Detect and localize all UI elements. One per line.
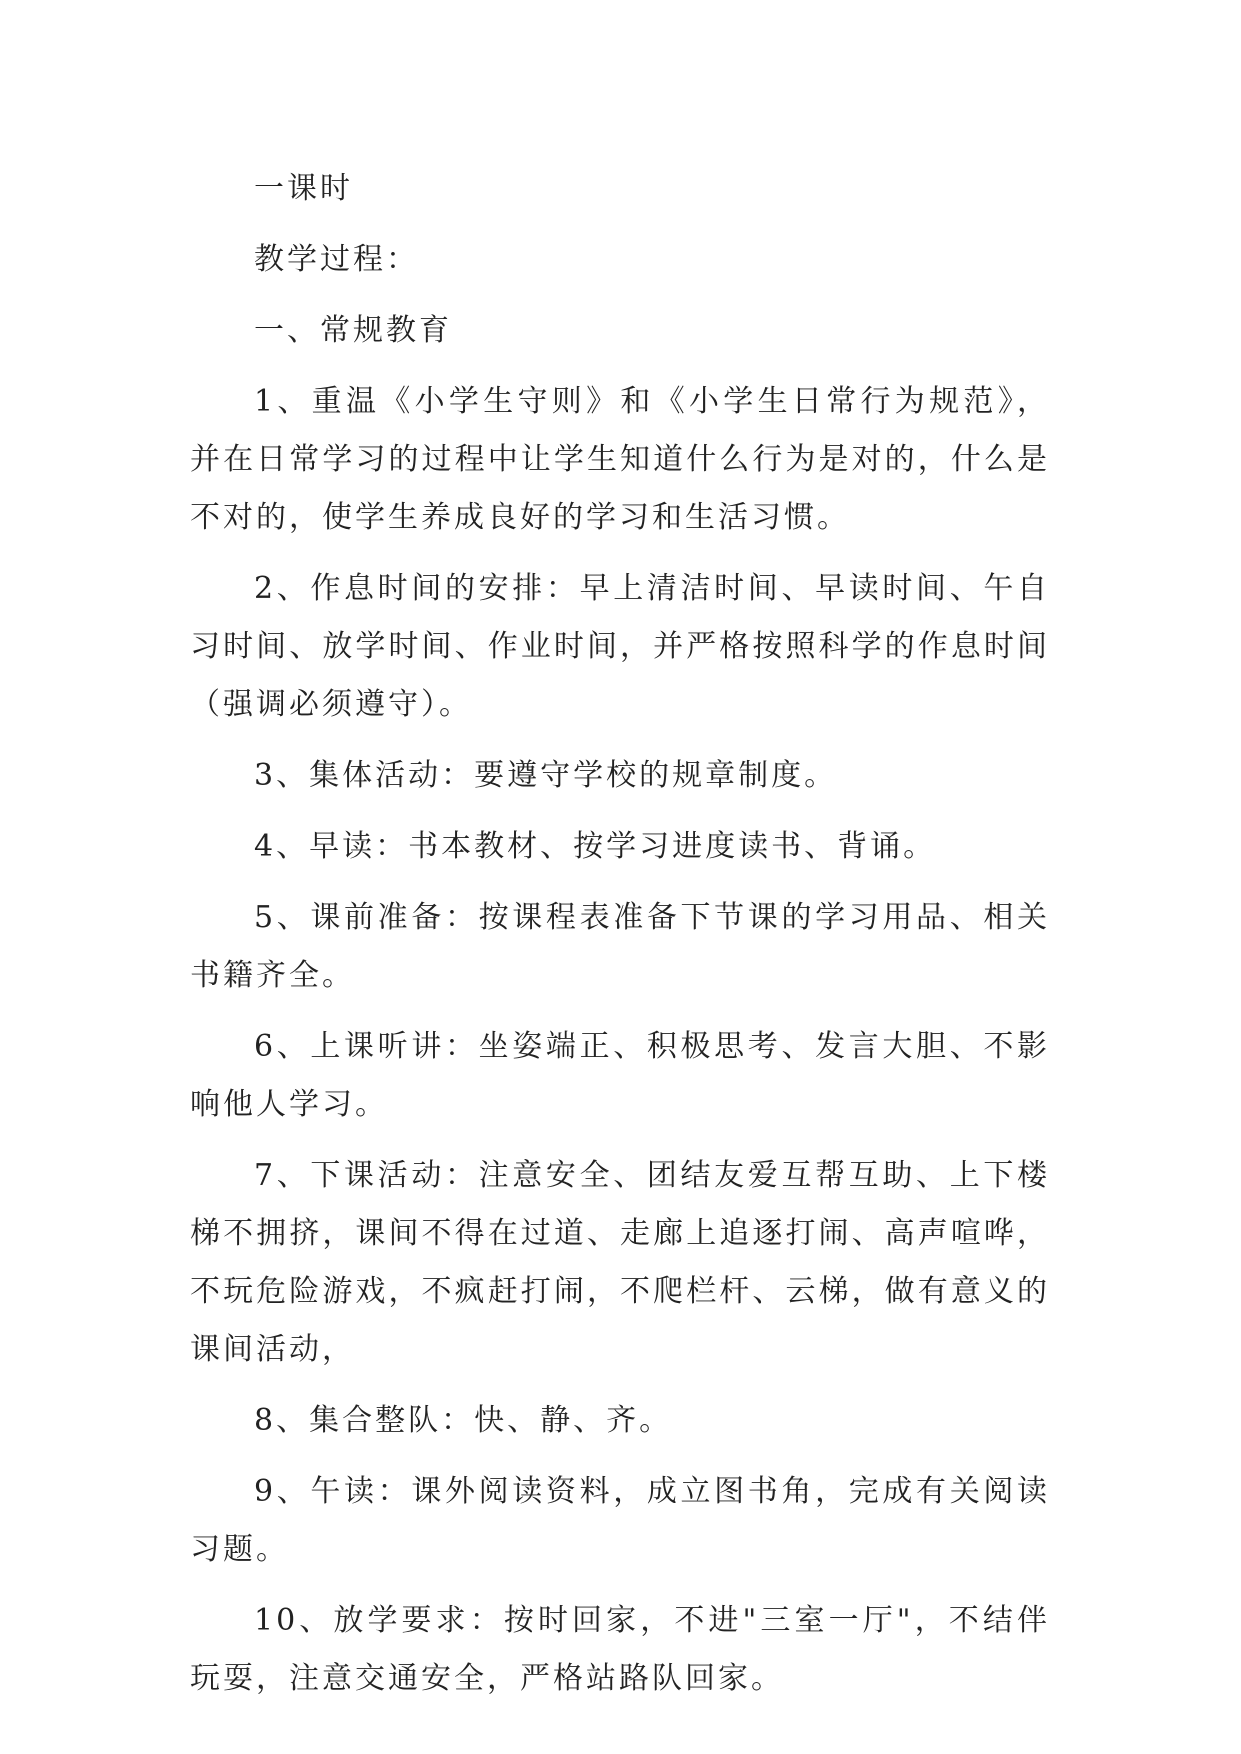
subsection-heading-routine-education: 一、常规教育 bbox=[254, 313, 452, 348]
list-item-4: 4、早读：书本教材、按学习进度读书、背诵。 bbox=[254, 829, 937, 864]
list-item-1: 1、重温《小学生守则》和《小学生日常行为规范》，并在日常学习的过程中让学生知道什么行为是对的，什么是不对的，使学生养成良好的学习和生活习惯。 bbox=[190, 384, 1050, 535]
list-item-9: 9、午读：课外阅读资料，成立图书角，完成有关阅读习题。 bbox=[190, 1474, 1050, 1567]
list-item-8: 8、集合整队：快、静、齐。 bbox=[254, 1403, 673, 1438]
section-heading-teaching-process: 教学过程： bbox=[254, 242, 419, 277]
list-item-3: 3、集体活动：要遵守学校的规章制度。 bbox=[254, 758, 838, 793]
document-body bbox=[190, 160, 1050, 1721]
list-item-7: 7、下课活动：注意安全、团结友爱互帮互助、上下楼梯不拥挤，课间不得在过道、走廊上追逐打闹、高声喧哗，不玩危险游戏，不疯赶打闹，不爬栏杆、云梯，做有意义的课间活动， bbox=[190, 1158, 1050, 1367]
list-item-5: 5、课前准备：按课程表准备下节课的学习用品、相关书籍齐全。 bbox=[190, 900, 1050, 993]
list-item-2: 2、作息时间的安排：早上清洁时间、早读时间、午自习时间、放学时间、作业时间，并严格按照科学的作息时间（强调必须遵守）。 bbox=[190, 571, 1050, 722]
list-item-10: 10、放学要求：按时回家，不进"三室一厅"，不结伴玩耍，注意交通安全，严格站路队回家。 bbox=[190, 1603, 1050, 1696]
lesson-heading: 一课时 bbox=[254, 171, 353, 206]
list-item-6: 6、上课听讲：坐姿端正、积极思考、发言大胆、不影响他人学习。 bbox=[190, 1029, 1050, 1122]
